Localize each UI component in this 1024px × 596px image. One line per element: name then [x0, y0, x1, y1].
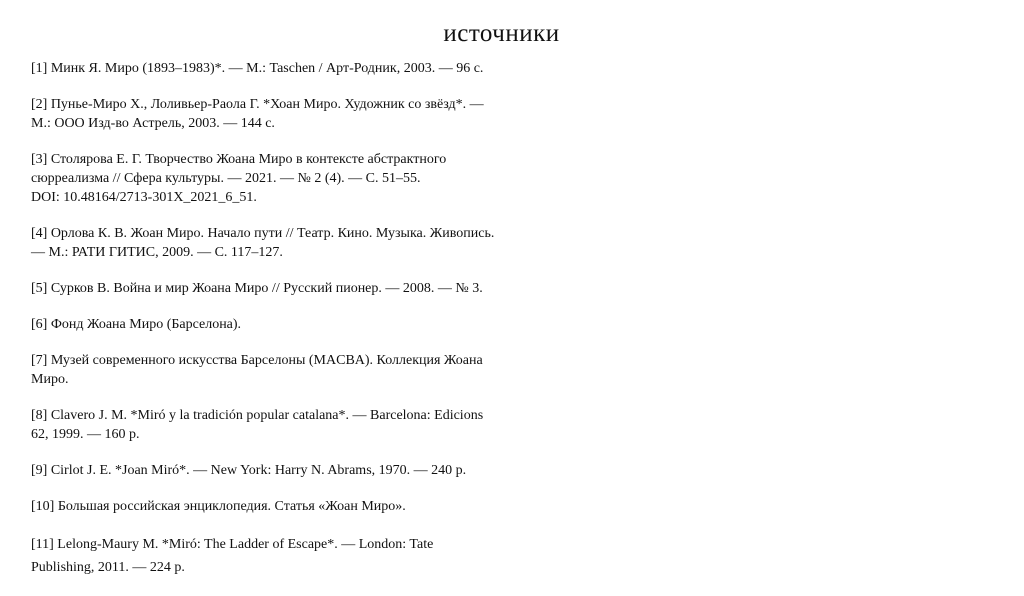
reference-item	[31, 351, 541, 389]
reference-line: [5] Сурков В. Война и мир Жоана Миро // Русский пионер. — 2008. — № 3.	[31, 281, 483, 296]
reference-line: [7] Музей современного искусства Барселоны (MACBA). Коллекция Жоана	[31, 353, 483, 368]
reference-item	[31, 315, 541, 334]
reference-line: [10] Большая российская энциклопедия. Статья «Жоан Миро».	[31, 499, 406, 514]
reference-line: М.: ООО Изд-во Астрель, 2003. — 144 с.	[31, 116, 275, 131]
reference-line: [8] Clavero J. M. *Miró y la tradición popular catalana*. — Barcelona: Edicions	[31, 408, 484, 423]
reference-line: 62, 1999. — 160 p.	[31, 427, 140, 442]
reference-line: [6] Фонд Жоана Миро (Барселона).	[31, 317, 242, 332]
reference-line: — М.: РАТИ ГИТИС, 2009. — С. 117–127.	[31, 245, 283, 260]
reference-line: [4] Орлова К. В. Жоан Миро. Начало пути // Театр. Кино. Музыка. Живопись.	[31, 226, 495, 241]
reference-item	[31, 406, 541, 444]
reference-item	[31, 461, 541, 480]
reference-item	[31, 150, 541, 207]
reference-line: [9] Cirlot J. E. *Joan Miró*. — New York: Harry N. Abrams, 1970. — 240 p.	[31, 463, 467, 478]
reference-list	[31, 59, 541, 596]
reference-line: сюрреализма // Сфера культуры. — 2021. — № 2 (4). — С. 51–55.	[31, 171, 421, 186]
reference-line: [11] Lelong-Maury M. *Miró: The Ladder of Escape*. — London: Tate	[31, 537, 434, 552]
reference-line: Миро.	[31, 372, 69, 387]
reference-line: Publishing, 2011. — 224 p.	[31, 560, 185, 575]
reference-item	[31, 95, 541, 133]
reference-line: [1] Минк Я. Миро (1893–1983)*. — М.: Taschen / Арт-Родник, 2003. — 96 с.	[31, 61, 484, 76]
reference-item	[31, 59, 541, 78]
reference-item	[31, 224, 541, 262]
reference-line: DOI: 10.48164/2713-301X_2021_6_51.	[31, 190, 257, 205]
reference-item	[31, 497, 541, 516]
reference-item	[31, 279, 541, 298]
reference-line: [3] Столярова Е. Г. Творчество Жоана Миро в контексте абстрактного	[31, 152, 447, 167]
page-title: источники	[443, 20, 560, 47]
reference-line: [2] Пунье-Миро Х., Лоливьер-Раола Г. *Хоан Миро. Художник со звёзд*. —	[31, 97, 484, 112]
reference-item	[31, 533, 541, 579]
